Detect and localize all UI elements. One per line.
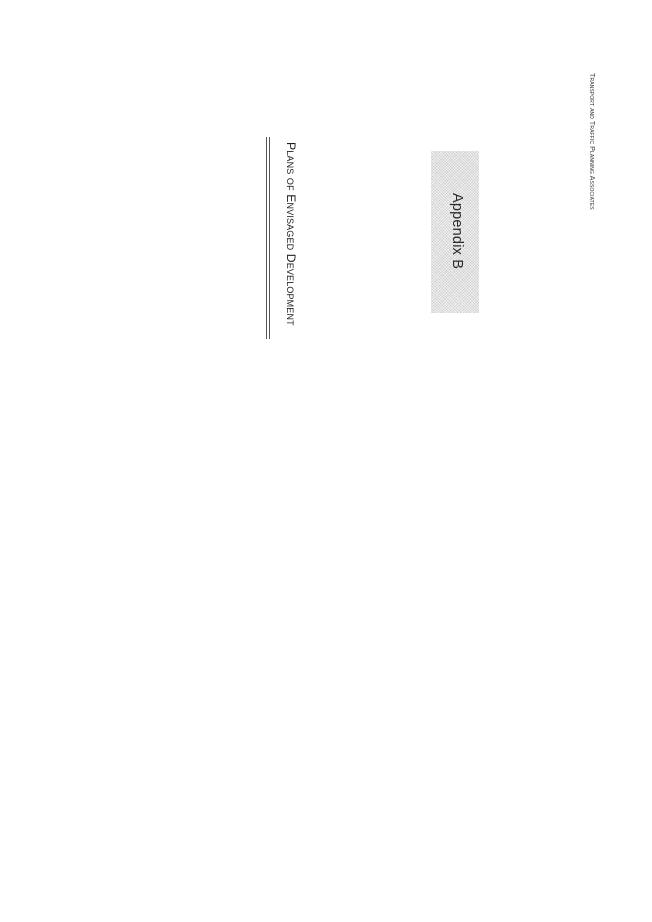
appendix-label: Appendix B: [449, 193, 465, 270]
appendix-tab: [431, 151, 479, 313]
running-header-text: Transport and Traffic Planning Associates: [588, 73, 597, 210]
title-rule-right: [269, 137, 270, 339]
title-rule-left: [266, 137, 267, 339]
section-title-text: Plans of Envisaged Development: [284, 142, 298, 326]
